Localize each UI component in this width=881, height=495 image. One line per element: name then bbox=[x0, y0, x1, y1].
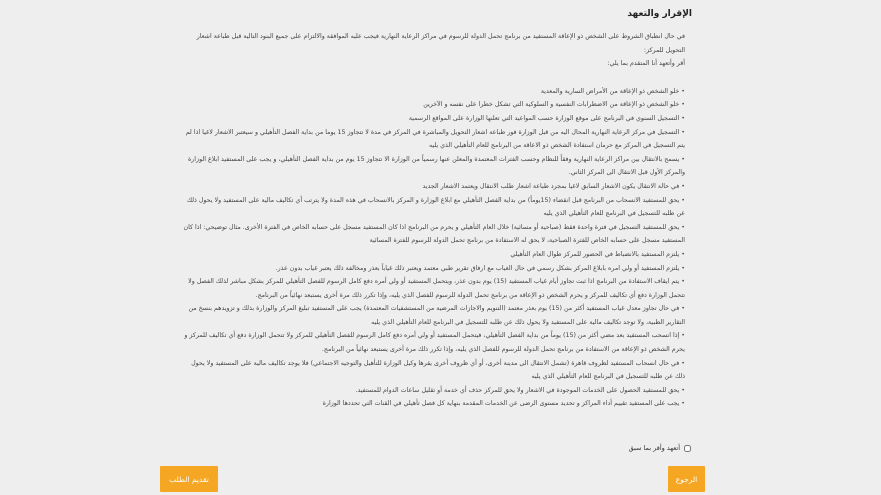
condition-item: • إذا انسحب المستفيد بعد مضي أكثر من (15) يوماً من بداية الفصل التأهيلي، فيتحمل المستفيد أو ولي أمره دفع كامل الرسوم للفصل التأهيلي للمركز ولا تتحمل الوزارة دفع أي تكاليف للمركز و يحرم الشخص ذو الإعاقة من الاستفادة من برنامج تحمل الدولة للرسوم للفصل الذي يليه، وإذا تكرر ذلك مرة أخرى يستبعد نهائياً من البرنامج. bbox=[180, 329, 685, 356]
intro-section bbox=[180, 30, 685, 71]
condition-item: • يحق للمستفيد الانسحاب من البرنامج قبل انقضاء (15يوماً) من بداية الفصل التأهيلي مع ابلاغ الوزارة و المركز بالانسحاب في هذه المدة ولا يترتب أي تكاليف مالية على المستفيد ولا يحول ذلك عن طلبه للتسجيل في البرنامج للعام التأهيلي الذي يليه bbox=[180, 194, 685, 221]
condition-item: • خلو الشخص ذو الإعاقة من الاضطرابات النفسية و السلوكية التي تشكل خطرا على نفسه و الآخرين bbox=[180, 98, 685, 112]
condition-item: • يحق للمستفيد الحصول على الخدمات الموجودة في الاشعار ولا يحق للمركز حذف أي خدمة أو تقليل ساعات الدوام للمستفيد. bbox=[180, 384, 685, 398]
condition-item: • يحق للمستفيد التسجيل في فترة واحدة فقط (صباحية أو مسائية) خلال العام التأهيلي و يحرم من البرنامج اذا كان المستفيد مسجل على حسابه الخاص في الفترة الأخرى. مثال توضيحي: اذا كان المستفيد مسجل على حسابه الخاص للفترة الصباحية، لا يحق له الاستفادة من برنامج تحمل الدولة للرسوم للفترة المسائية bbox=[180, 221, 685, 248]
condition-item: • يتم ايقاف الاستفادة من البرنامج اذا ثبت تجاوز أيام غياب المستفيد (15) يوم بدون عذر، ويتحمل المستفيد أو ولي أمره دفع كامل الرسوم للفصل التأهيلي للمركز بشكل مباشر لذلك الفصل ولا تتحمل الوزارة دفع أي تكاليف للمركز و يحرم الشخص ذو الإعاقة من برنامج تحمل الدولة للرسوم للفصل الذي يليه، وإذا تكرر ذلك مرة أخرى يستبعد نهائياً من البرنامج. bbox=[180, 275, 685, 302]
conditions-list bbox=[180, 85, 685, 411]
intro-paragraph: في حال انطباق الشروط على الشخص ذو الإعاقة المستفيد من برنامج تحمل الدولة للرسوم في مراكز الرعاية النهارية فيجب عليه الموافقة والالتزام على جميع البنود التالية قبل طباعة اشعار التحويل للمركز: bbox=[196, 33, 685, 54]
condition-item: • التسجيل في مركز الرعاية النهارية المحال اليه من قبل الوزارة فور طباعة اشعار التحويل والمباشرة في المركز في مدة لا تتجاوز 15 يوما من بداية الفصل التأهيلي و سيعتبر الاشعار لاغيا اذا لم يتم التسجيل في المركز مع حرمان استفادة الشخص ذو الاعاقة من البرنامج للعام التأهيلي الذي يليه bbox=[180, 126, 685, 153]
submit-request-button[interactable]: تقديم الطلب bbox=[160, 466, 218, 492]
condition-item: • في حال تجاوز معدل غياب المستفيد أكثر من (15) يوم بعذر معتمد (التنويم والاجازات المرضية من المستشفيات المعتمدة) يجب على المستفيد تبليغ المركز والوزارة بذلك و تزويدهم بنسخ من التقارير الطبية، ولا توجد تكاليف مالية على المستفيد ولا يحول ذلك عن طلبه للتسجيل في البرنامج للعام التأهيلي الذي يليه bbox=[180, 302, 685, 329]
condition-item: • يجب على المستفيد تقييم أداء المراكز و تحديد مستوى الرضى عن الخدمات المقدمة بنهاية كل فصل تأهيلي في القنات التي تحددها الوزارة bbox=[180, 397, 685, 411]
back-button[interactable]: الرجوع bbox=[668, 466, 705, 492]
intro-pledge-line: أقر وأتعهد أنا المتقدم بما يلي: bbox=[607, 60, 685, 68]
agree-checkbox[interactable] bbox=[684, 445, 691, 452]
pledge-content bbox=[180, 30, 685, 411]
condition-item: • يلتزم المستفيد أو ولي امره بابلاغ المركز بشكل رسمي في حال الغياب مع ارفاق تقرير طبي معتمد ويعتبر ذلك غياباً بعذر ومخالفة ذلك يعتبر غياب بدون عذر. bbox=[180, 262, 685, 276]
page-title: الإقرار والتعهد bbox=[627, 9, 692, 19]
agree-label: أتعهد وأقر بما سبق bbox=[628, 444, 680, 452]
agree-checkbox-row[interactable] bbox=[629, 444, 691, 452]
condition-item: • في حالة الانتقال يكون الاشعار السابق لاغيا بمجرد طباعة اشعار طلب الانتقال ويعتمد الاشعار الجديد bbox=[180, 180, 685, 194]
condition-item: • يسمح بالانتقال بين مراكز الرعاية النهارية وفقاً للنظام وحسب الفترات المعتمدة والمعلن عنها رسمياً من الوزارة الا تتجاوز 15 يوم من بداية الفصل التأهيلي، و يجب على المستفيد ابلاغ الوزارة والمركز الأول قبل الانتقال الى المركز الثاني. bbox=[180, 153, 685, 180]
condition-item: • في حال انسحاب المستفيد لظروف قاهرة (تشمل الانتقال الى مدينة أخرى، أو أي ظروف أخرى يقرها وكيل الوزارة للتأهيل والتوجيه الاجتماعي) فلا يوجد تكاليف مالية على المستفيد ولا يحول ذلك عن طلبه للتسجيل في البرنامج للعام التأهيلي الذي يليه bbox=[180, 357, 685, 384]
condition-item: • التسجيل السنوي في البرنامج على موقع الوزارة حسب المواعيد التي تعلنها الوزارة على المواقع الرسمية bbox=[180, 112, 685, 126]
condition-item: • خلو الشخص ذو الإعاقة من الأمراض السارية والمعدية bbox=[180, 85, 685, 99]
condition-item: • يلتزم المستفيد بالانضباط في الحضور للمركز طوال العام التأهيلي bbox=[180, 248, 685, 262]
